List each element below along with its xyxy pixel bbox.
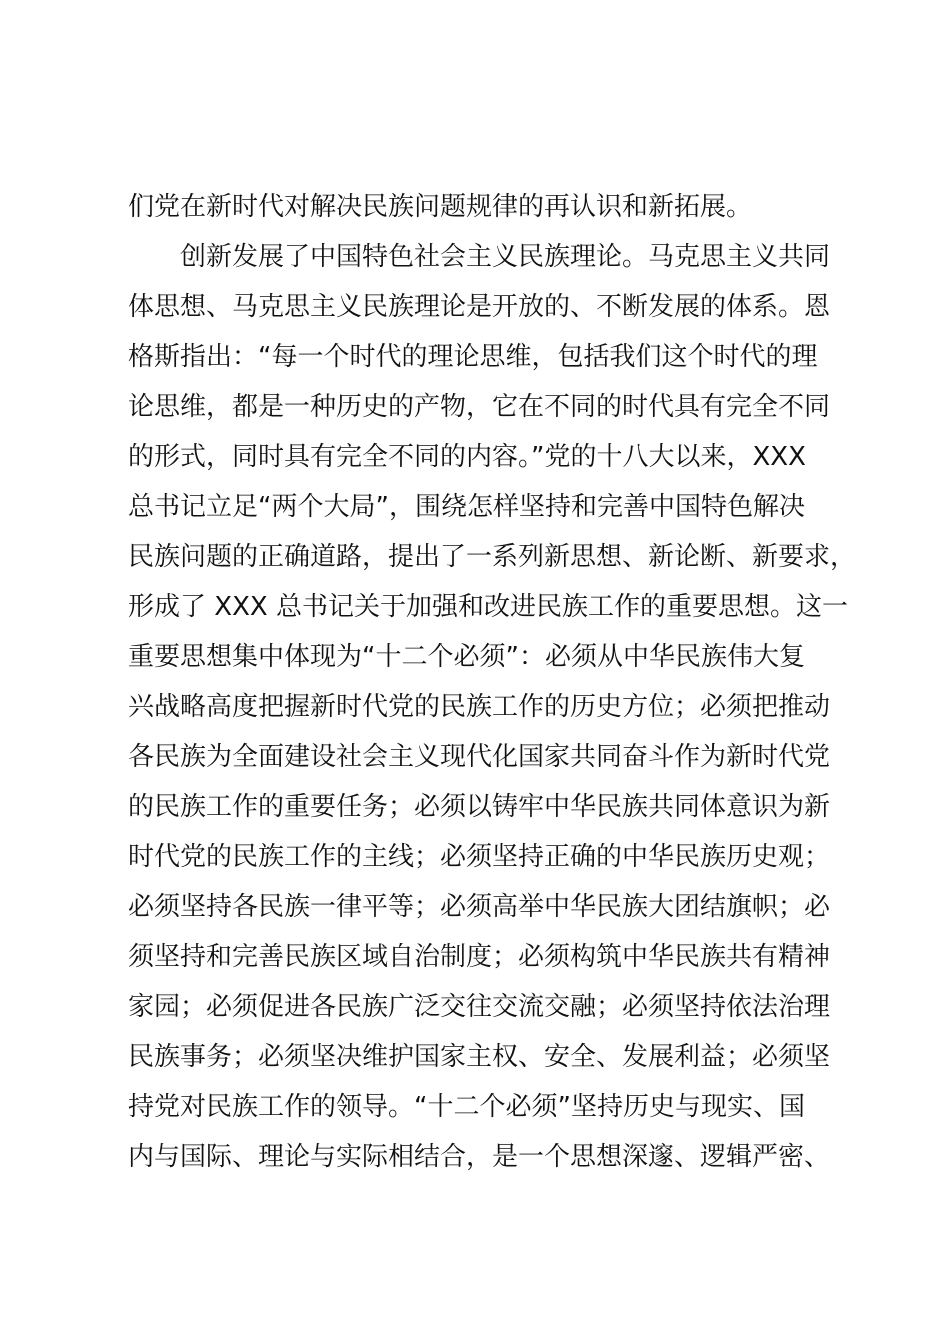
text-line: 兴战略高度把握新时代党的民族工作的历史方位；必须把推动 bbox=[128, 692, 831, 722]
text-line: 内与国际、理论与实际相结合，是一个思想深邃、逻辑严密、 bbox=[128, 1142, 831, 1172]
text-line: 各民族为全面建设社会主义现代化国家共同奋斗作为新时代党 bbox=[128, 742, 831, 772]
text-line: 论思维，都是一种历史的产物，它在不同的时代具有完全不同 bbox=[128, 392, 831, 422]
text-line: 形成了 XXX 总书记关于加强和改进民族工作的重要思想。这一 bbox=[128, 592, 848, 622]
body-text bbox=[128, 182, 857, 1182]
text-line: 体思想、马克思主义民族理论是开放的、不断发展的体系。恩 bbox=[128, 292, 831, 322]
text-line: 家园；必须促进各民族广泛交往交流交融；必须坚持依法治理 bbox=[128, 992, 831, 1022]
text-line: 总书记立足“两个大局”，围绕怎样坚持和完善中国特色解决 bbox=[128, 492, 805, 522]
paragraph-first-line: 创新发展了中国特色社会主义民族理论。马克思主义共同 bbox=[180, 242, 831, 272]
text-line: 们党在新时代对解决民族问题规律的再认识和新拓展。 bbox=[128, 192, 753, 222]
text-line: 必须坚持各民族一律平等；必须高举中华民族大团结旗帜；必 bbox=[128, 892, 831, 922]
text-line: 持党对民族工作的领导。“十二个必须”坚持历史与现实、国 bbox=[128, 1092, 805, 1122]
text-line: 重要思想集中体现为“十二个必须”：必须从中华民族伟大复 bbox=[128, 642, 805, 672]
text-line: 须坚持和完善民族区域自治制度；必须构筑中华民族共有精神 bbox=[128, 942, 831, 972]
text-line: 的形式，同时具有完全不同的内容。”党的十八大以来，XXX bbox=[128, 442, 806, 472]
text-line: 民族事务；必须坚决维护国家主权、安全、发展利益；必须坚 bbox=[128, 1042, 831, 1072]
text-line: 民族问题的正确道路，提出了一系列新思想、新论断、新要求， bbox=[128, 542, 857, 572]
text-line: 格斯指出：“每一个时代的理论思维，包括我们这个时代的理 bbox=[128, 342, 818, 372]
text-line: 时代党的民族工作的主线；必须坚持正确的中华民族历史观； bbox=[128, 842, 831, 872]
text-line: 的民族工作的重要任务；必须以铸牢中华民族共同体意识为新 bbox=[128, 792, 831, 822]
